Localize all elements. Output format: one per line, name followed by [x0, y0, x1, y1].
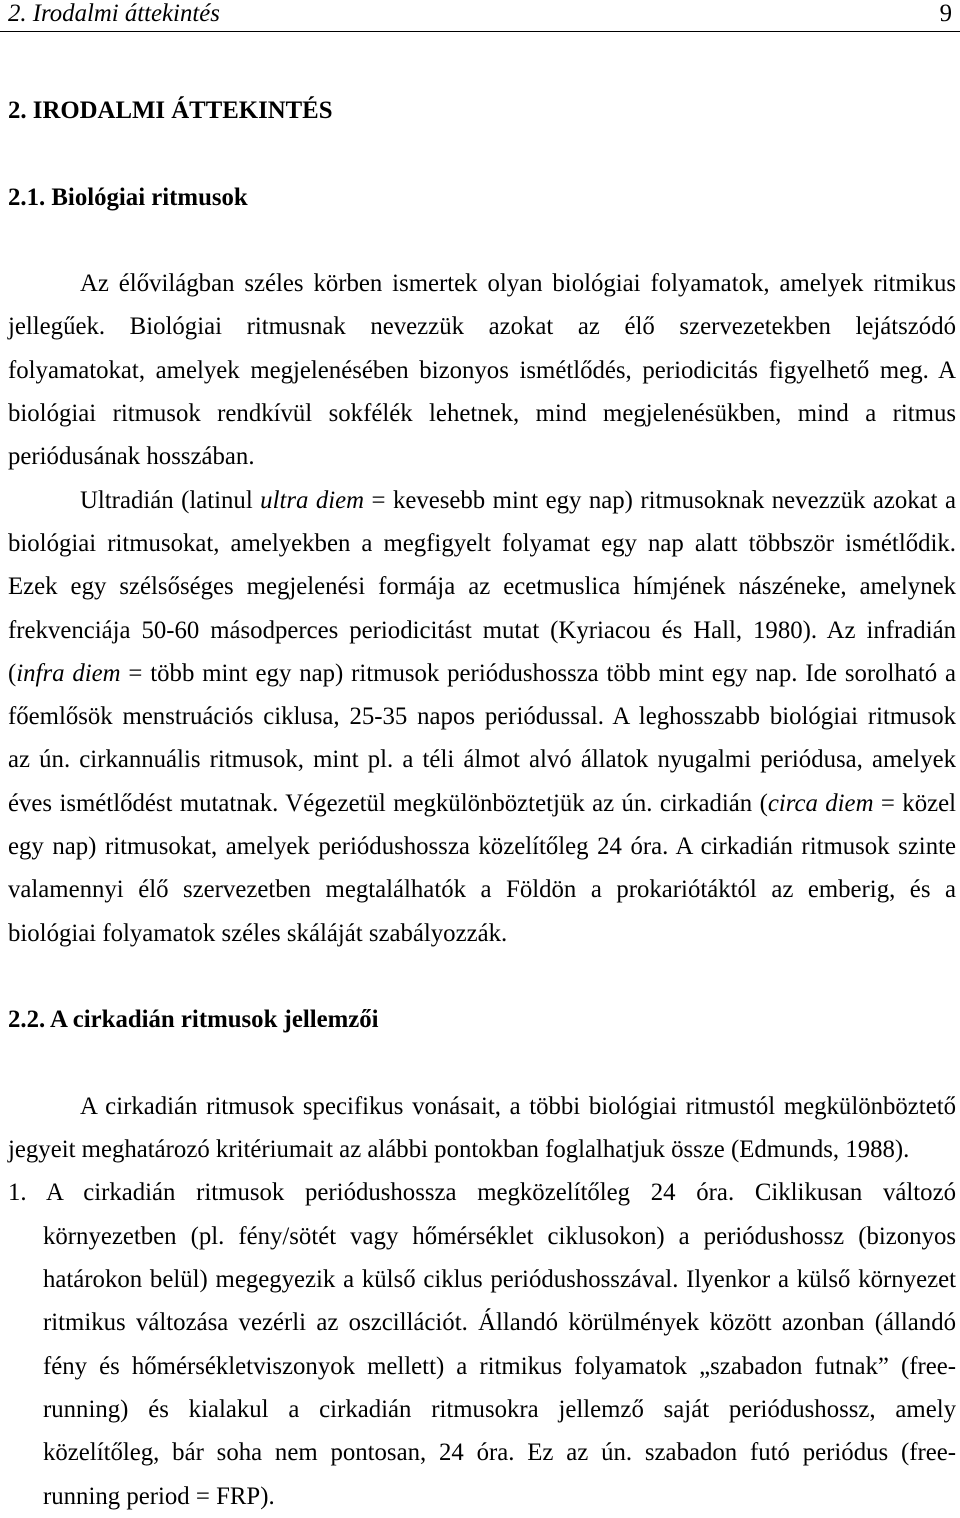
running-header: [0, 0, 960, 32]
page-number: 9: [939, 0, 952, 27]
text-line: [8, 522, 956, 565]
text-line: [8, 1258, 956, 1301]
text-run: A cirkadián ritmusok specifikus vonásait, a többi biológiai ritmustól megkülönböztető: [80, 1092, 956, 1120]
numbered-list-item: [8, 1171, 956, 1517]
text-line: [8, 565, 956, 608]
text-run: környezetben (pl. fény/sötét vagy hőmérséklet ciklusokon) a periódushossz (bizonyos: [43, 1222, 956, 1250]
text-line: [8, 1345, 956, 1388]
text-line: [8, 349, 956, 392]
text-line: [8, 1475, 956, 1518]
text-line: [8, 912, 956, 955]
text-line: [8, 609, 956, 652]
italic-term: infra diem: [16, 659, 121, 687]
text-run: Ezek egy szélsőséges megjelenési formája az ecetmuslica hímjének nászéneke, amelynek: [8, 573, 956, 601]
text-run: jegyeit meghatározó kritériumait az alábbi pontokban foglalhatjuk össze (Edmunds, 1988).: [8, 1136, 910, 1164]
text-line: [8, 738, 956, 781]
section-heading: 2.2. A cirkadián ritmusok jellemzői: [8, 1006, 379, 1034]
text-line: [8, 868, 956, 911]
text-run: = közel: [873, 789, 956, 817]
text-run: közelítőleg, bár soha nem pontosan, 24 óra. Ez az ún. szabadon futó periódus (free-: [43, 1439, 956, 1467]
italic-term: ultra diem: [260, 486, 365, 514]
text-run: frekvenciája 50-60 másodperces periodicitást mutat (Kyriacou és Hall, 1980). Az infradián: [8, 616, 956, 644]
text-run: az ún. cirkannuális ritmusok, mint pl. a téli álmot alvó állatok nyugalmi periódusa, amelyek: [8, 746, 956, 774]
text-line: [8, 1301, 956, 1344]
text-run: running) és kialakul a cirkadián ritmusokra jellemző saját periódushossz, amely: [43, 1395, 956, 1423]
text-run: jellegűek. Biológiai ritmusnak nevezzük azokat az élő szervezetekben lejátszódó: [8, 313, 956, 341]
text-run: Az élővilágban széles körben ismertek olyan biológiai folyamatok, amelyek ritmikus: [80, 270, 956, 298]
paragraph: [8, 262, 956, 478]
section-heading: 2.1. Biológiai ritmusok: [8, 183, 248, 211]
text-run: határokon belül) megegyezik a külső ciklus periódushosszával. Ilyenkor a külső környezet: [43, 1266, 956, 1294]
text-line: [8, 392, 956, 435]
section-cirkadian-ritmusok-jellemzoi: [8, 998, 956, 1518]
italic-term: circa diem: [767, 789, 874, 817]
text-line: [8, 1431, 956, 1474]
text-run: főemlősök menstruációs ciklusa, 25-35 napos periódussal. A leghosszabb biológiai ritmusok: [8, 703, 956, 731]
section-biologiai-ritmusok: [8, 176, 956, 955]
text-run: Ultradián (latinul: [80, 486, 261, 514]
list-marker: 1.: [8, 1179, 27, 1207]
text-line: [8, 695, 956, 738]
text-run: biológiai ritmusokat, amelyekben a megfigyelt folyamat egy nap alatt többször ismétlődik.: [8, 529, 956, 557]
text-run: periódusának hosszában.: [8, 443, 255, 471]
text-run: egy nap) ritmusokat, amelyek periódushossza közelítőleg 24 óra. A cirkadián ritmusok szinte: [8, 833, 956, 861]
paragraph: [8, 479, 956, 955]
text-run: fény és hőmérsékletviszonyok mellett) a ritmikus folyamatok „szabadon futnak” (free-: [43, 1352, 956, 1380]
text-run: ritmikus változása vezérli az oszcillációt. Állandó körülmények között azonban (állandó: [43, 1309, 956, 1337]
text-line: [8, 1388, 956, 1431]
text-run: éves ismétlődést mutatnak. Végezetül megkülönböztetjük az ún. cirkadián (: [8, 789, 768, 817]
text-run: = több mint egy nap) ritmusok periódushossza több mint egy nap. Ide sorolható a: [120, 659, 956, 687]
text-run: = kevesebb mint egy nap) ritmusoknak nevezzük azokat a: [364, 486, 956, 514]
text-line: [8, 262, 956, 305]
text-line: [8, 652, 956, 695]
running-header-title: 2. Irodalmi áttekintés: [8, 0, 220, 27]
text-run: valamennyi élő szervezetben megtalálhatók a Földön a prokariótáktól az emberig, és a: [8, 876, 956, 904]
text-run: folyamatokat, amelyek megjelenésében bizonyos ismétlődés, periodicitás figyelhető meg. A: [8, 356, 956, 384]
paragraph: [8, 1085, 956, 1172]
text-line: [8, 435, 956, 478]
text-line: [8, 479, 956, 522]
text-run: A cirkadián ritmusok periódushossza megközelítőleg 24 óra. Ciklikusan változó: [45, 1179, 956, 1207]
text-run: biológiai folyamatok széles skáláját szabályozzák.: [8, 919, 508, 947]
text-line: [8, 825, 956, 868]
chapter-title: 2. IRODALMI ÁTTEKINTÉS: [8, 97, 333, 124]
text-line: [8, 782, 956, 825]
body-text: [8, 89, 956, 1518]
text-line: [8, 1215, 956, 1258]
text-run: running period = FRP).: [43, 1482, 275, 1510]
text-line: [8, 1171, 956, 1214]
text-line: [8, 1128, 956, 1171]
text-run: biológiai ritmusok rendkívül sokfélék lehetnek, mind megjelenésükben, mind a ritmus: [8, 400, 956, 428]
text-line: [8, 305, 956, 348]
text-run: (: [8, 659, 17, 687]
text-line: [8, 1085, 956, 1128]
